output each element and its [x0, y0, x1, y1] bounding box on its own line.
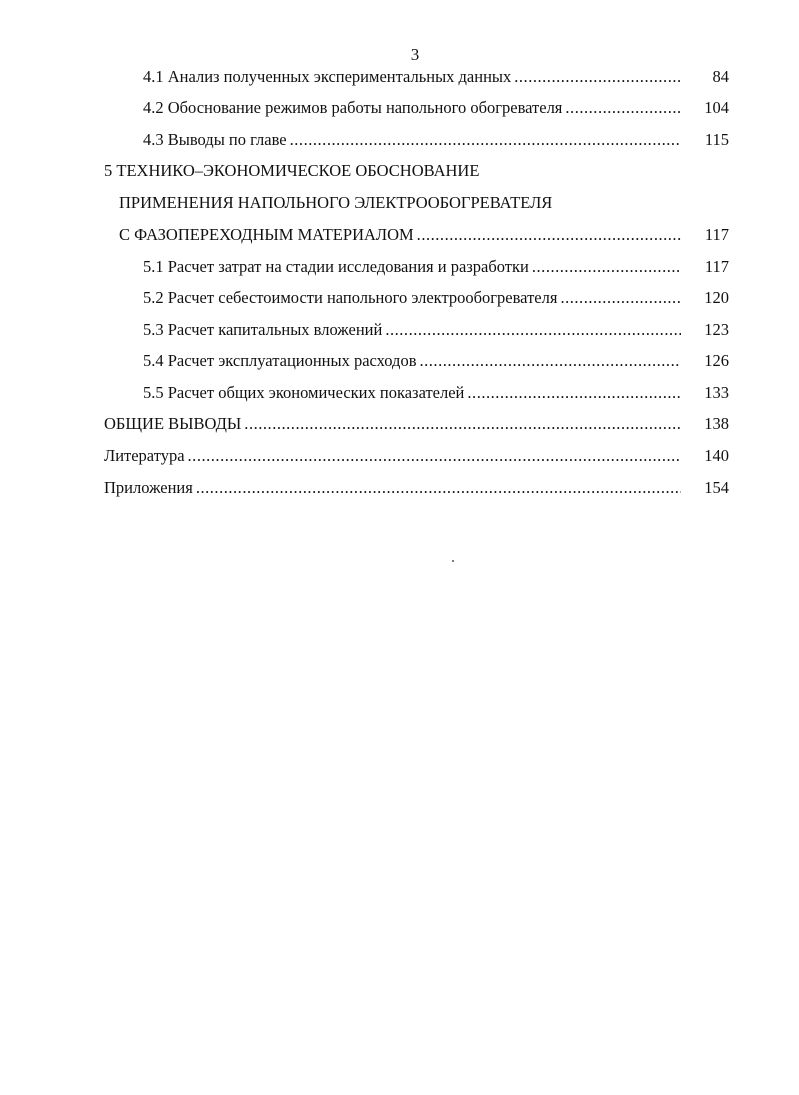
scan-speck [452, 560, 454, 562]
dot-leader [196, 476, 681, 500]
toc-entry-page: 123 [704, 320, 729, 339]
toc-entry-title: 4.3 Выводы по главе [143, 130, 287, 149]
toc-entry-page: 133 [704, 383, 729, 402]
toc-entry-title: 5.5 Расчет общих экономических показателей [143, 383, 465, 402]
page-number: 3 [410, 45, 420, 64]
toc-entry-page: 140 [704, 446, 729, 465]
dot-leader [244, 412, 681, 436]
toc-entry-title: 4.2 Обоснование режимов работы напольного обогревателя [143, 98, 563, 117]
toc-entry-literature [104, 444, 681, 468]
toc-entry-title: 5.2 Расчет себестоимости напольного электрообогревателя [143, 288, 558, 307]
toc-entry-page: 126 [704, 351, 729, 370]
toc-entry-page: 117 [704, 257, 729, 276]
toc-entry-page: 104 [704, 98, 729, 117]
toc-entry-title: 5.3 Расчет капитальных вложений [143, 320, 383, 339]
toc-entry-page: 120 [704, 288, 729, 307]
toc-entry-title: ОБЩИЕ ВЫВОДЫ [104, 414, 242, 433]
dot-leader [560, 286, 681, 310]
toc-entry-page: 84 [712, 67, 729, 86]
toc-entry-page: 115 [704, 130, 729, 149]
toc-entry-page: 154 [704, 478, 729, 497]
toc-entry-title: 5.1 Расчет затрат на стадии исследования и разработки [143, 257, 529, 276]
toc-entry-4-2 [143, 96, 681, 120]
toc-chapter-5-line-3 [119, 223, 681, 247]
dot-leader [514, 65, 681, 89]
toc-entry-conclusions [104, 412, 681, 436]
toc-entry-title: 4.1 Анализ полученных экспериментальных данных [143, 67, 512, 86]
dot-leader [467, 381, 681, 405]
dot-leader [565, 96, 681, 120]
toc-entry-5-3 [143, 318, 681, 342]
toc-entry-title: Литература [104, 446, 185, 465]
toc-entry-5-5 [143, 381, 681, 405]
toc-entry-5-4 [143, 349, 681, 373]
toc-entry-title: 5.4 Расчет эксплуатационных расходов [143, 351, 417, 370]
dot-leader [532, 255, 681, 279]
toc-entry-appendices [104, 476, 681, 500]
toc-entry-page: 138 [704, 414, 729, 433]
toc-entry-title: С ФАЗОПЕРЕХОДНЫМ МАТЕРИАЛОМ [119, 225, 414, 244]
dot-leader [417, 223, 681, 247]
toc-chapter-5-line-1: 5 ТЕХНИКО–ЭКОНОМИЧЕСКОЕ ОБОСНОВАНИЕ [104, 161, 480, 180]
dot-leader [419, 349, 681, 373]
dot-leader [290, 128, 681, 152]
toc-entry-4-3 [143, 128, 681, 152]
toc-entry-title: Приложения [104, 478, 193, 497]
toc-entry-5-1 [143, 255, 681, 279]
dot-leader [385, 318, 681, 342]
toc-entry-5-2 [143, 286, 681, 310]
dot-leader [188, 444, 681, 468]
toc-entry-page: 117 [704, 225, 729, 244]
toc-chapter-5-line-2: ПРИМЕНЕНИЯ НАПОЛЬНОГО ЭЛЕКТРООБОГРЕВАТЕЛЯ [119, 193, 553, 212]
toc-entry-4-1 [143, 65, 681, 89]
